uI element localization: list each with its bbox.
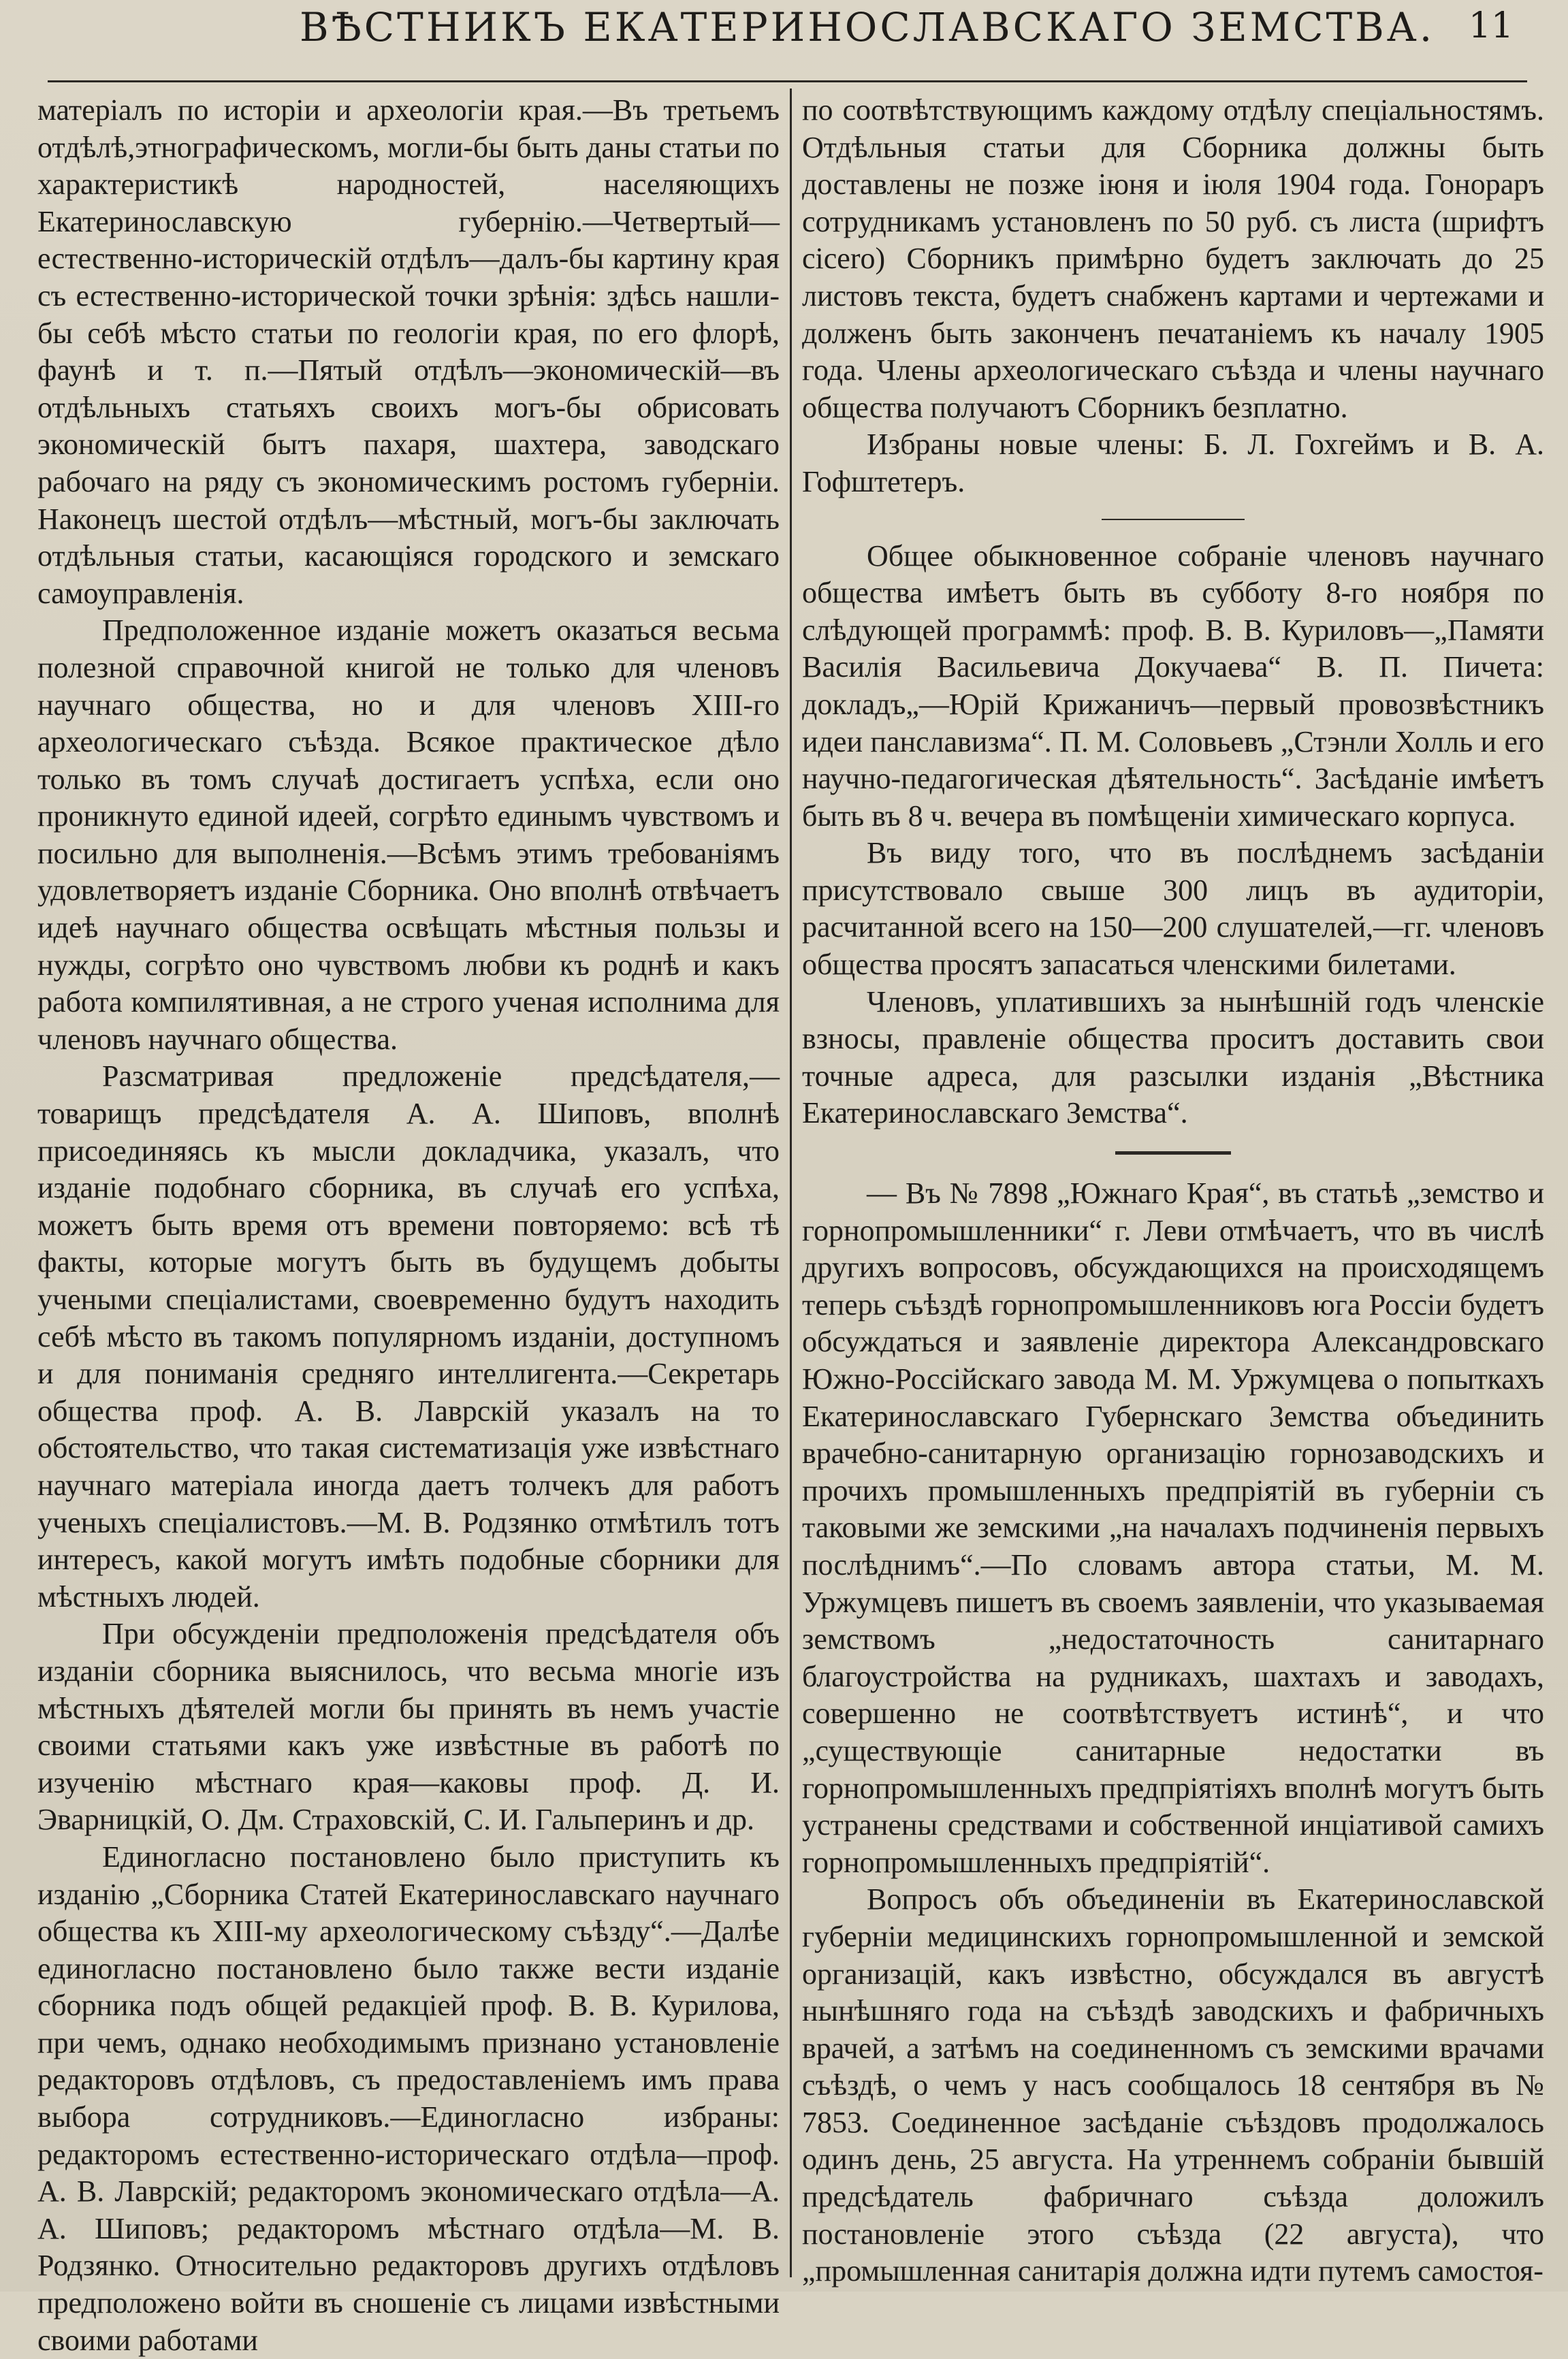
right-paragraph-5: Членовъ, уплатившихъ за нынѣшній годъ членскіе взносы, правленіе общества проситъ доставить свои точные адреса, для разсылки изданія „Вѣстника Екатеринославскаго Земства“. bbox=[802, 984, 1544, 1130]
page-number: 11 bbox=[1468, 5, 1514, 46]
section-separator bbox=[1102, 519, 1245, 520]
left-column bbox=[37, 92, 780, 2357]
column-divider bbox=[790, 89, 792, 2277]
section-separator-bold bbox=[1115, 1151, 1231, 1155]
right-column bbox=[802, 92, 1544, 2288]
left-paragraph-1: матеріалъ по исторіи и археологіи края.—Въ третьемъ отдѣлѣ,этнографическомъ, могли-бы быть даны статьи по характеристикѣ народностей, населяющихъ Екатеринославскую губернію.—Четвертый—естественно-историческій отдѣлъ—далъ-бы картину края съ естественно-исторической точки зрѣнія: здѣсь нашли-бы себѣ мѣсто статьи по геологіи края, по его флорѣ, фаунѣ и т. п.—Пятый отдѣлъ—экономическій—въ отдѣльныхъ статьяхъ своихъ могъ-бы обрисовать экономическій бытъ пахаря, шахтера, заводскаго рабочаго на ряду съ экономическимъ ростомъ губерніи. Наконецъ шестой отдѣлъ—мѣстный, могъ-бы заключать отдѣльныя статьи, касающіяся городского и земскаго самоуправленія. bbox=[37, 93, 780, 610]
left-paragraph-3: Разсматривая предложеніе предсѣдателя,—товарищъ предсѣдателя А. А. Шиповъ, вполнѣ присоединяясь къ мысли докладчика, указалъ, что изданіе подобнаго сборника, въ случаѣ его успѣха, можетъ быть время отъ времени повторяемо: всѣ тѣ факты, которые могутъ быть въ будущемъ добыты учеными спеціалистами, своевременно будутъ находить себѣ мѣсто въ такомъ популярномъ изданіи, доступномъ и для пониманія средняго интеллигента.—Секретарь общества проф. А. В. Лаврскій указалъ на то обстоятельство, что такая систематизація уже извѣстнаго научнаго матеріала иногда даетъ толчекъ для работъ ученыхъ спеціалистовъ.—М. В. Родзянко отмѣтилъ тотъ интересъ, какой могутъ имѣть подобные сборники для мѣстныхъ людей. bbox=[37, 1059, 780, 1614]
right-paragraph-4: Въ виду того, что въ послѣднемъ засѣданіи присутствовало свыше 300 лицъ въ аудиторіи, расчитанной всего на 150—200 слушателей,—гг. членовъ общества просятъ запасаться членскими билетами. bbox=[802, 836, 1544, 982]
left-paragraph-2: Предположенное изданіе можетъ оказаться весьма полезной справочной книгой не только для членовъ научнаго общества, но и для членовъ XIII-го археологическаго съѣзда. Всякое практическое дѣло только въ томъ случаѣ достигаетъ успѣха, если оно проникнуто единой идеей, согрѣто единымъ чувствомъ и посильно для выполненія.—Всѣмъ этимъ требованіямъ удовлетворяетъ изданіе Сборника. Оно вполнѣ отвѣчаетъ идеѣ научнаго общества освѣщать мѣстныя пользы и нужды, согрѣто оно чувствомъ любви къ роднѣ и какъ работа компилятивная, а не строго ученая исполнима для членовъ научнаго общества. bbox=[37, 613, 780, 1056]
journal-title: ВѢСТНИКЪ ЕКАТЕРИНОСЛАВСКАГО ЗЕМСТВА. bbox=[300, 4, 1435, 50]
header-rule bbox=[48, 80, 1527, 82]
right-paragraph-3: Общее обыкновенное собраніе членовъ научнаго общества имѣетъ быть въ субботу 8-го ноября по слѣдующей программѣ: проф. В. В. Куриловъ—„Памяти Василія Васильевича Докучаева“ В. П. Пичета: докладъ„—Юрій Крижаничъ—первый провозвѣстникъ идеи панславизма“. П. М. Соловьевъ „Стэнли Холль и его научно-педагогическая дѣятельность“. Засѣданіе имѣетъ быть въ 8 ч. вечера въ помѣщеніи химическаго корпуса. bbox=[802, 539, 1544, 833]
right-paragraph-7: Вопросъ объ объединеніи въ Екатеринославской губерніи медицинскихъ горнопромышленной и земской организацій, какъ извѣстно, обсуждался въ августѣ нынѣшняго года на съѣздѣ заводскихъ и фабричныхъ врачей, а затѣмъ на соединенномъ съ земскими врачами съѣздѣ, о чемъ у насъ сообщалось 18 сентября въ № 7853. Соединенное засѣданіе съѣздовъ продолжалось одинъ день, 25 августа. На утреннемъ собраніи бывшій предсѣдатель фабричнаго съѣзда доложилъ постановленіе этого съѣзда (22 августа), что „промышленная санитарія должна идти путемъ самостоя- bbox=[802, 1882, 1544, 2288]
right-paragraph-6: — Въ № 7898 „Южнаго Края“, въ статьѣ „земство и горнопромышленники“ г. Леви отмѣчаетъ, что въ числѣ другихъ вопросовъ, обсуждающихся на происходящемъ теперь съѣздѣ горнопромышленниковъ юга Россіи будетъ обсуждаться и заявленіе директора Александровскаго Южно-Россійскаго завода М. М. Уржумцева о попыткахъ Екатеринославскаго Губернскаго Земства объединить врачебно-санитарную организацію горнозаводскихъ и прочихъ промышленныхъ предпріятій въ губерніи съ таковыми же земскими „на началахъ подчиненія первыхъ послѣднимъ“.—По словамъ автора статьи, М. М. Уржумцевъ пишетъ въ своемъ заявленіи, что указываемая земствомъ „недостаточность санитарнаго благоустройства на рудникахъ, шахтахъ и заводахъ, совершенно не соотвѣтствуетъ истинѣ“, и что „существующіе санитарные недостатки въ горнопромышленныхъ предпріятіяхъ вполнѣ могутъ быть устранены средствами и собственной инціативой самихъ горнопромышленныхъ предпріятій“. bbox=[802, 1176, 1544, 1879]
left-paragraph-5: Единогласно постановлено было приступить къ изданію „Сборника Статей Екатеринославскаго научнаго общества къ XIII-му археологическому съѣзду“.—Далѣе единогласно постановлено было также вести изданіе сборника подъ общей редакціей проф. В. В. Курилова, при чемъ, однако необходимымъ признано установленіе редакторовъ отдѣловъ, съ предоставленіемъ имъ права выбора сотрудниковъ.—Единогласно избраны: редакторомъ естественно-историческаго отдѣла—проф. А. В. Лаврскій; редакторомъ экономическаго отдѣла—А. А. Шиповъ; редакторомъ мѣстнаго отдѣла—М. В. Родзянко. Относительно редакторовъ другихъ отдѣловъ предположено войти въ сношеніе съ лицами извѣстными своими работами bbox=[37, 1840, 780, 2357]
right-paragraph-1: по соотвѣтствующимъ каждому отдѣлу спеціальностямъ. Отдѣльныя статьи для Сборника должны быть доставлены не позже іюня и іюля 1904 года. Гонораръ сотрудникамъ установленъ по 50 руб. съ листа (шрифтъ cicero) Сборникъ примѣрно будетъ заключать до 25 листовъ текста, будетъ снабженъ картами и чертежами и долженъ быть законченъ печатаніемъ къ началу 1905 года. Члены археологическаго съѣзда и члены научнаго общества получаютъ Сборникъ безплатно. bbox=[802, 93, 1544, 424]
left-paragraph-4: При обсужденіи предположенія предсѣдателя объ изданіи сборника выяснилось, что весьма многіе изъ мѣстныхъ дѣятелей могли бы принять въ немъ участіе своими статьями какъ уже извѣстные въ работѣ по изученію мѣстнаго края—каковы проф. Д. И. Эварницкій, О. Дм. Страховскій, С. И. Гальперинъ и др. bbox=[37, 1617, 780, 1837]
right-paragraph-2: Избраны новые члены: Б. Л. Гохгеймъ и В. А. Гофштетеръ. bbox=[802, 428, 1544, 498]
page-header bbox=[0, 0, 1568, 68]
